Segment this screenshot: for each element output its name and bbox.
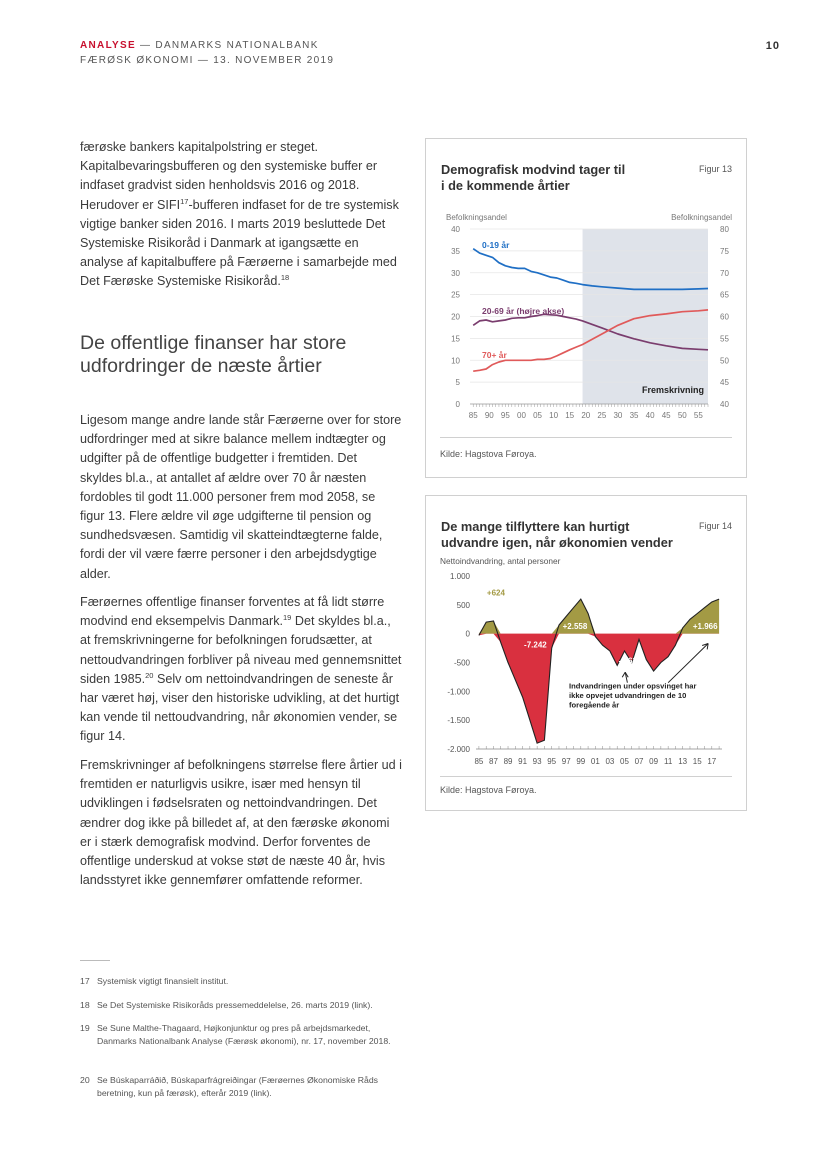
x-tick-label: 99	[576, 757, 586, 766]
y-axis-label: Nettoindvandring, antal personer	[440, 556, 561, 566]
forecast-label: Fremskrivning	[641, 385, 704, 395]
footnote-number: 18	[80, 1000, 90, 1010]
y2-axis-label: Befolkningsandel	[671, 213, 732, 222]
para1-text-b: -bufferen indfaset for de tre systemisk vigtige banker siden 2016. I marts 2019 besluttede Det Systemiske Risikoråd i Danmark at igangsætte en analyse af kapitalbuffere på Færøerne i samarbejde med Det Færøske Systemiske Risikoråd.	[80, 197, 399, 289]
callout-text: ikke opvejet udvandringen de 10	[569, 690, 687, 700]
figure-13-chart	[426, 139, 746, 477]
paragraph-1	[80, 138, 402, 292]
figure-13-title-line1: Demografisk modvind tager til	[441, 162, 626, 177]
positive-area	[479, 599, 719, 634]
paragraph-2	[80, 411, 402, 584]
footnote-ref-18[interactable]: 18	[280, 273, 290, 283]
x-tick-label: 95	[500, 411, 510, 420]
y-axis-label: Befolkningsandel	[446, 213, 507, 222]
y-tick-label: -1.500	[447, 716, 470, 726]
x-tick-label: 10	[549, 411, 559, 420]
x-tick-label: 17	[707, 757, 717, 766]
footnote-text: Systemisk vigtigt finansielt institut.	[97, 976, 229, 986]
figure-13-divider	[440, 437, 732, 438]
footnote-text: Se Det Systemiske Risikoråds pressemeddelelse, 26. marts 2019 (link).	[97, 1000, 373, 1010]
para2-text: Ligesom mange andre lande står Færøerne over for store udfordringer med at sikre balance mellem indtægter og udgifter på de offentlige budgetter i fremtiden. Det skyldes bl.a., at antallet af ældre over 70 år næsten fordobles til godt 11.000 personer frem mod 2058, se figur 13. Flere ældre vil øge udgifterne til pension og sundhedsvæsen. Samtidig vil skatteindtægterne falde, fordi der vil være færre personer i den arbejdsdygtige alder.	[80, 413, 402, 581]
x-tick-label: 97	[561, 757, 571, 766]
x-tick-label: 05	[620, 757, 629, 766]
y-tick-label: 15	[451, 334, 460, 344]
x-tick-label: 55	[693, 411, 703, 420]
x-tick-label: 85	[468, 411, 478, 420]
x-tick-label: 07	[634, 757, 644, 766]
figure-14-chart	[426, 496, 746, 810]
annotation-label: +1.966	[692, 622, 718, 632]
series-label: ANALYSE	[80, 40, 136, 51]
x-tick-label: 85	[474, 757, 484, 766]
callout-text: Indvandringen under opsvinget har	[569, 681, 697, 691]
paragraph-4	[80, 756, 402, 890]
figure-14-title-line1: De mange tilflyttere kan hurtigt	[441, 519, 630, 534]
figure-13-title-line2: i de kommende årtier	[441, 178, 570, 193]
x-tick-label: 90	[484, 411, 494, 420]
y2-tick-label: 80	[720, 225, 729, 234]
figure-14	[425, 495, 747, 811]
y2-tick-label: 75	[720, 246, 729, 256]
y2-tick-label: 55	[720, 334, 729, 344]
y-tick-label: -500	[453, 658, 470, 668]
y-tick-label: 25	[451, 290, 460, 300]
y-tick-label: 0	[455, 400, 460, 409]
x-tick-label: 15	[565, 411, 575, 420]
para3-text-b: Det skyldes bl.a., at fremskrivningerne for befolkningen forudsætter, at nettoudvandringen forbliver på niveau med gennemsnittet siden 1985.	[80, 614, 402, 686]
footnote-text: Se Sune Malthe-Thagaard, Højkonjunktur og pres på arbejdsmarkedet, Danmarks Nationalbank Analyse (Færøsk økonomi), nr. 17, november 2018.	[97, 1023, 391, 1046]
paragraph-3	[80, 593, 402, 747]
x-tick-label: 15	[692, 757, 702, 766]
x-tick-label: 03	[605, 757, 615, 766]
y-tick-label: 35	[451, 246, 460, 256]
footnote-ref-19[interactable]: 19	[283, 613, 292, 623]
y-tick-label: 20	[451, 312, 460, 322]
para4-text: Fremskrivninger af befolkningens størrelse flere årtier ud i fremtiden er naturligvis usikre, især med hensyn til udviklingen i fødselsraten og nettoindvandringen. Det ændrer dog ikke på billedet af, at den færøske økonomi er i stærk demografisk modvind. Derfor forventes de offentlige underskud at vokse støt de næste 40 år, hvis landsstyret ikke gennemfører omfattende reformer.	[80, 758, 402, 888]
x-tick-label: 35	[629, 411, 639, 420]
figure-14-title-line2: udvandre igen, når økonomien vender	[441, 535, 673, 550]
y2-tick-label: 40	[720, 400, 729, 409]
series-label: 0-19 år	[482, 240, 510, 250]
y2-tick-label: 50	[720, 356, 729, 366]
footnote-ref-17[interactable]: 17	[180, 196, 189, 206]
footnote-rule	[80, 960, 110, 961]
footnote-text: Se Búskaparráðið, Búskaparfrágreiðingar (Færøernes Økonomiske Råds beretning, kun på færøsk), efterår 2019 (link).	[97, 1075, 379, 1098]
publisher-label: — DANMARKS NATIONALBANK	[135, 40, 319, 51]
x-tick-label: 95	[547, 757, 557, 766]
footnote-number: 20	[80, 1075, 90, 1085]
x-tick-label: 01	[590, 757, 600, 766]
x-tick-label: 87	[489, 757, 498, 766]
y2-tick-label: 60	[720, 312, 729, 322]
para3-text-c: Selv om nettoindvandringen de seneste år har været høj, viser den historiske udvikling, at det hurtigt kan vende til nettoudvandring, når økonomien vender, se figur 14.	[80, 671, 400, 744]
x-tick-label: 93	[532, 757, 542, 766]
x-tick-label: 40	[645, 411, 655, 420]
y-tick-label: 500	[456, 600, 470, 610]
annotation-label: +624	[486, 588, 505, 598]
y-tick-label: 0	[465, 629, 470, 639]
footnote-number: 17	[80, 976, 90, 986]
x-tick-label: 25	[597, 411, 607, 420]
publication-line: FÆRØSK ØKONOMI — 13. NOVEMBER 2019	[80, 55, 335, 66]
footnote-20	[80, 1074, 410, 1099]
footnote-number: 19	[80, 1023, 90, 1033]
y-tick-label: 30	[451, 268, 460, 278]
section-heading: De offentlige finanser har store udfordringer de næste årtier	[80, 332, 347, 377]
para1-text: færøske bankers kapitalpolstring er steget. Kapitalbevaringsbufferen og den systemiske buffer er indfaset gradvist siden henholdsvis 2016 og 2018. Herudover er SIFI	[80, 140, 378, 212]
y-tick-label: 5	[455, 378, 460, 388]
series-label: 70+ år	[482, 350, 507, 360]
y-tick-label: -1.000	[447, 687, 470, 697]
annotation-label: +2.558	[562, 622, 588, 632]
footnote-17	[80, 975, 410, 988]
figure-14-divider	[440, 776, 732, 777]
x-tick-label: 91	[518, 757, 528, 766]
page-number: 10	[765, 40, 780, 52]
annotation-label: -7.242	[524, 640, 547, 650]
annotation-label: -2.613	[618, 656, 642, 666]
series-label: 20-69 år (højre akse)	[482, 306, 565, 316]
footnote-18	[80, 999, 410, 1012]
callout-arrowhead	[622, 672, 628, 677]
para3-text-a: Færøernes offentlige finanser forventes at få lidt større modvind end eksempelvis Danmark.	[80, 595, 385, 629]
y2-tick-label: 45	[720, 378, 729, 388]
x-tick-label: 89	[503, 757, 513, 766]
y2-tick-label: 65	[720, 290, 729, 300]
x-tick-label: 13	[678, 757, 688, 766]
y-tick-label: 10	[451, 356, 460, 366]
x-tick-label: 00	[517, 411, 526, 420]
y-tick-label: 1.000	[449, 572, 470, 581]
x-tick-label: 30	[613, 411, 623, 420]
figure-13-number: Figur 13	[698, 164, 732, 174]
x-tick-label: 09	[649, 757, 659, 766]
x-tick-label: 50	[677, 411, 687, 420]
callout-arrow	[668, 643, 708, 682]
figure-14-source: Kilde: Hagstova Føroya.	[440, 785, 537, 795]
footnote-19	[80, 1022, 410, 1047]
y2-tick-label: 70	[720, 268, 729, 278]
x-tick-label: 05	[533, 411, 542, 420]
x-tick-label: 20	[581, 411, 591, 420]
x-tick-label: 11	[663, 757, 673, 766]
x-tick-label: 45	[661, 411, 671, 420]
footnote-ref-20[interactable]: 20	[145, 670, 154, 680]
y-tick-label: 40	[451, 225, 460, 234]
figure-14-number: Figur 14	[698, 521, 732, 531]
figure-13	[425, 138, 747, 478]
figure-13-source: Kilde: Hagstova Føroya.	[440, 449, 537, 459]
y-tick-label: -2.000	[447, 745, 470, 754]
callout-text: foregående år	[569, 700, 620, 710]
page-header	[80, 38, 334, 68]
